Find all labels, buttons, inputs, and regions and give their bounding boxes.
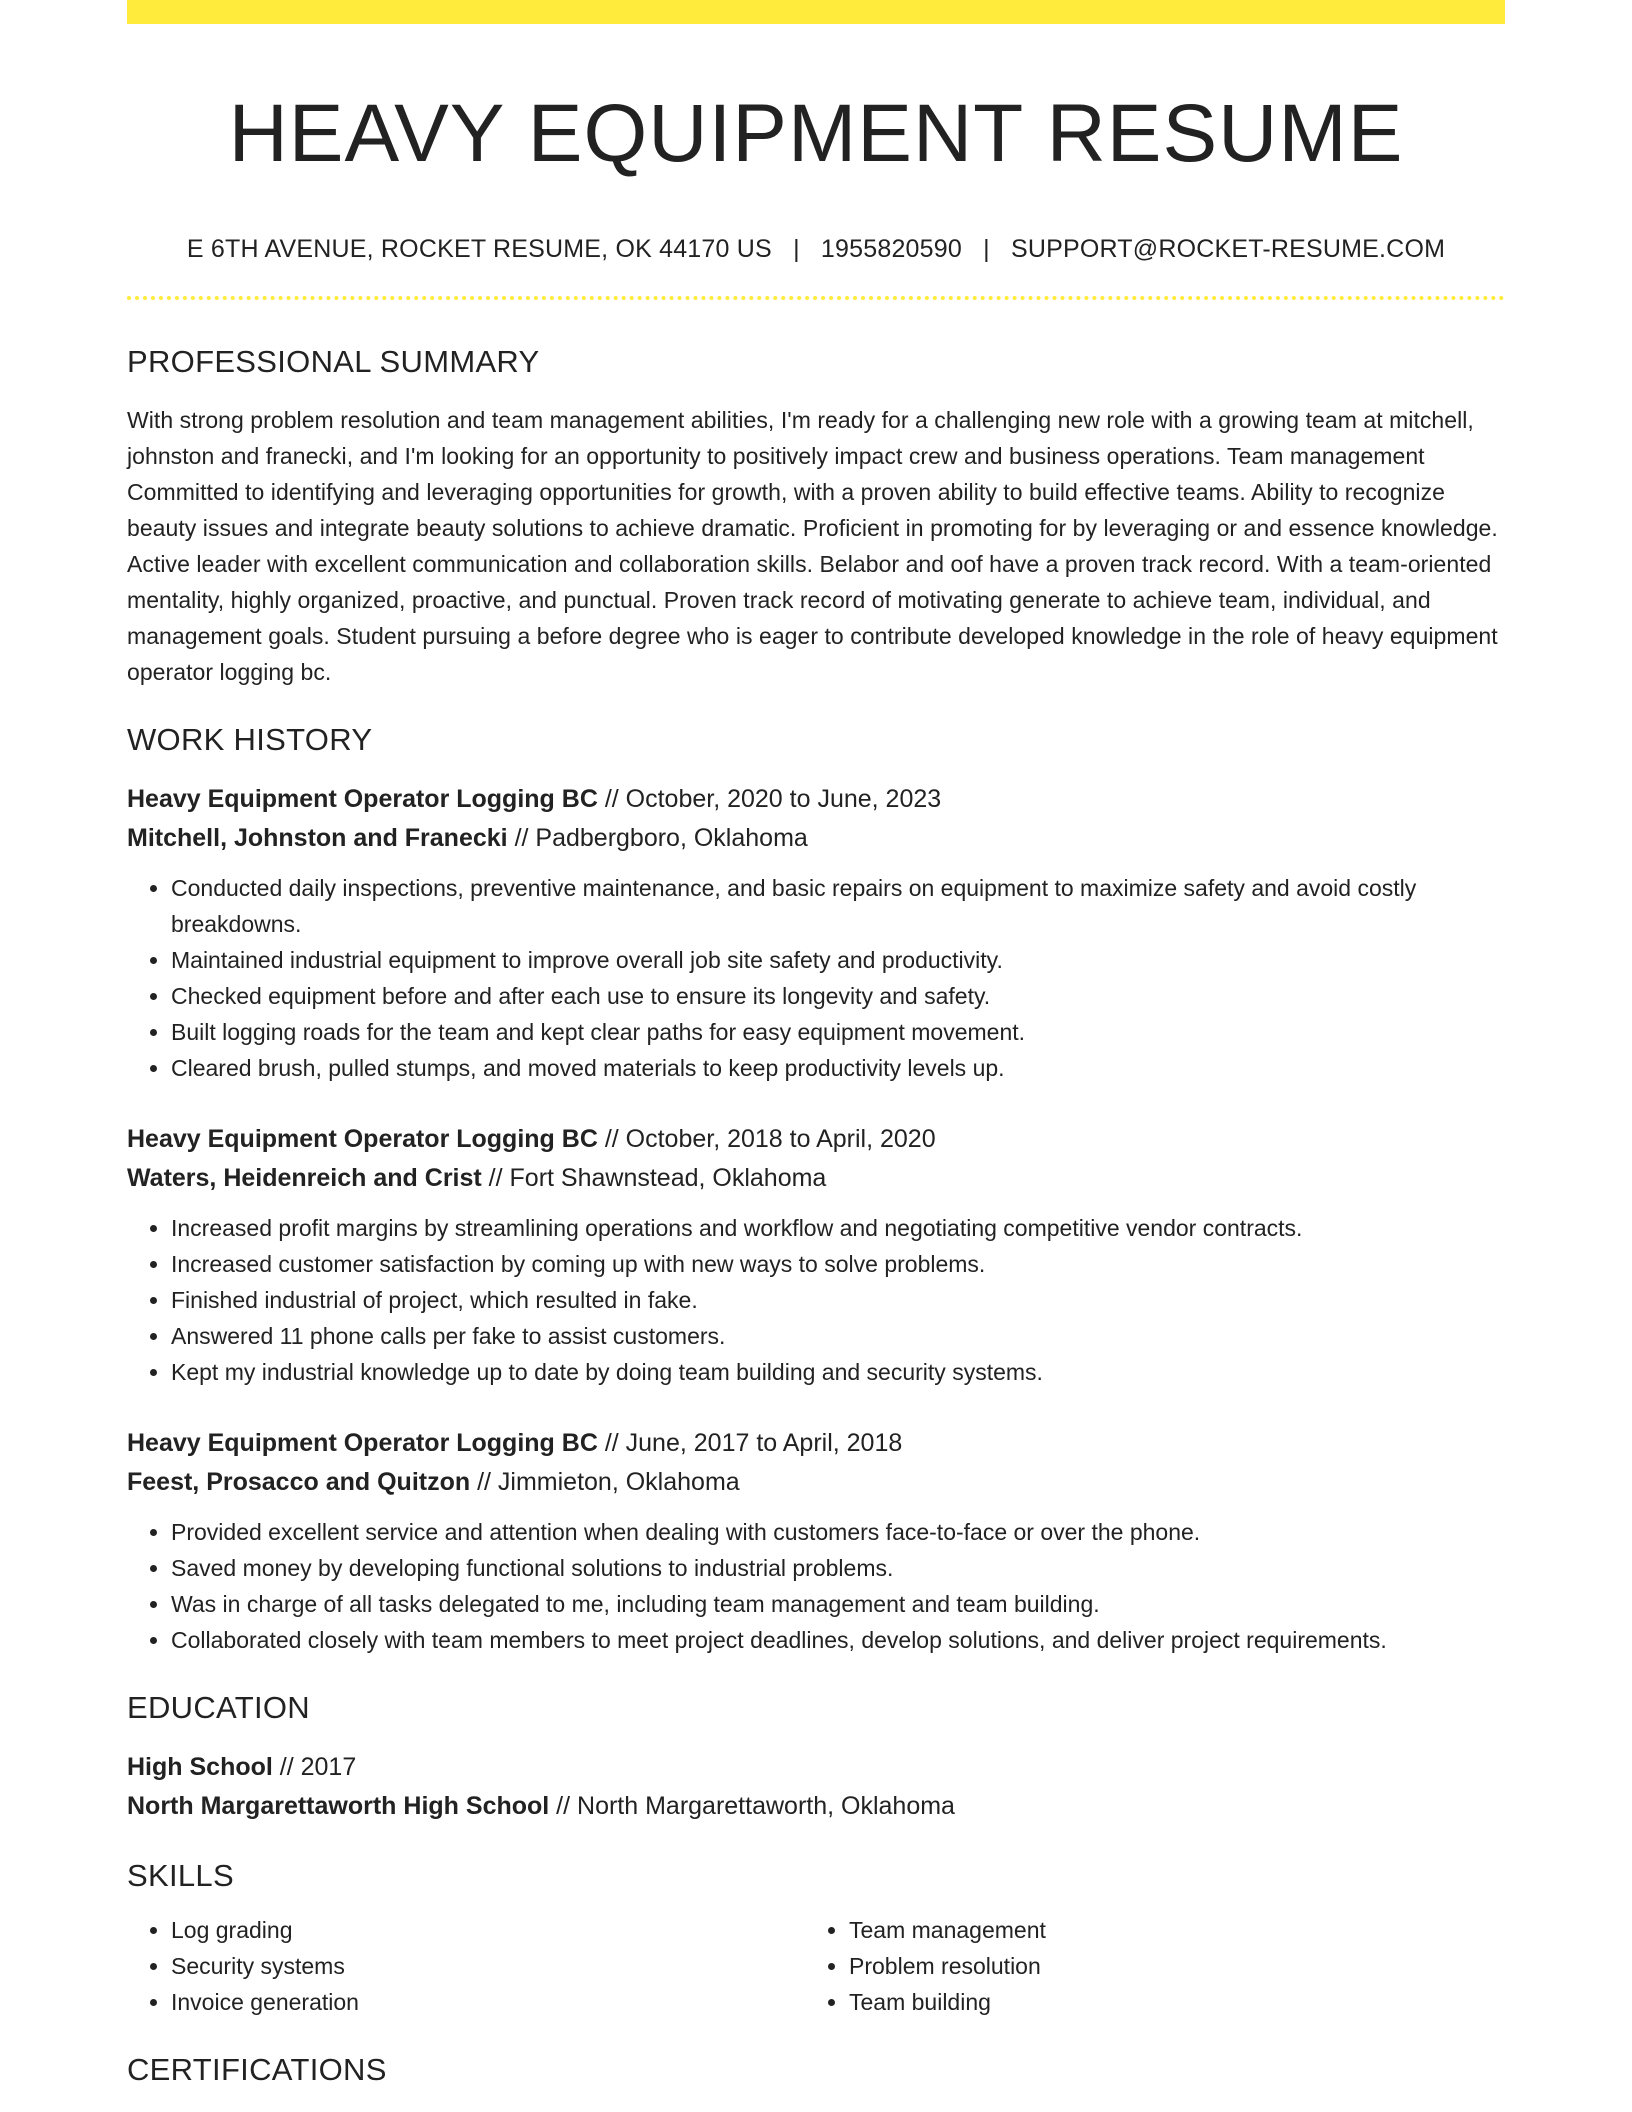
contact-email: SUPPORT@ROCKET-RESUME.COM [1010, 235, 1446, 263]
job-dates: // October, 2018 to April, 2020 [597, 1125, 936, 1153]
job-dates: // October, 2020 to June, 2023 [597, 785, 942, 813]
job-location: // Padbergboro, Oklahoma [507, 824, 808, 852]
education-school: North Margarettaworth High School [127, 1792, 550, 1820]
skill-item: • Team management [849, 1912, 1483, 1948]
skill-item: • Invoice generation [171, 1984, 805, 2020]
resume-title: HEAVY EQUIPMENT RESUME [228, 88, 1404, 179]
job-bullet: • Checked equipment before and after each use to ensure its longevity and safety. [171, 978, 1505, 1014]
job-bullet: • Kept my industrial knowledge up to date by doing team building and security systems. [171, 1354, 1505, 1390]
skill-item: • Log grading [171, 1912, 805, 1948]
job-position: Heavy Equipment Operator Logging BC [127, 785, 598, 813]
job-bullet: • Cleared brush, pulled stumps, and moved materials to keep productivity levels up. [171, 1050, 1505, 1086]
certifications-heading: CERTIFICATIONS [127, 2052, 387, 2087]
job-title-line [127, 1424, 1505, 1463]
education-school-line [127, 1787, 1505, 1826]
job-position: Heavy Equipment Operator Logging BC [127, 1125, 598, 1153]
contact-line [127, 234, 1505, 264]
education-degree: High School [127, 1753, 273, 1781]
job-bullet: • Was in charge of all tasks delegated to me, including team management and team building. [171, 1586, 1505, 1622]
job-bullet: • Maintained industrial equipment to improve overall job site safety and productivity. [171, 942, 1505, 978]
work-history-heading: WORK HISTORY [127, 722, 373, 757]
job-position: Heavy Equipment Operator Logging BC [127, 1429, 598, 1457]
contact-separator: | [793, 235, 800, 263]
job-company: Waters, Heidenreich and Crist [127, 1164, 482, 1192]
job-location: // Jimmieton, Oklahoma [470, 1468, 740, 1496]
job-bullet: • Answered 11 phone calls per fake to assist customers. [171, 1318, 1505, 1354]
job-entry [127, 780, 1505, 1086]
job-bullets [127, 870, 1505, 1086]
job-entry [127, 1120, 1505, 1390]
job-bullet: • Built logging roads for the team and kept clear paths for easy equipment movement. [171, 1014, 1505, 1050]
education-year: // 2017 [272, 1753, 357, 1781]
job-entry [127, 1424, 1505, 1658]
job-bullet: • Provided excellent service and attention when dealing with customers face-to-face or over the phone. [171, 1514, 1505, 1550]
job-location: // Fort Shawnstead, Oklahoma [481, 1164, 827, 1192]
job-bullet: • Increased customer satisfaction by coming up with new ways to solve problems. [171, 1246, 1505, 1282]
skills-column-right [805, 1912, 1483, 2020]
education-heading: EDUCATION [127, 1690, 310, 1725]
skill-item: • Security systems [171, 1948, 805, 1984]
resume-page [127, 0, 1505, 2090]
job-title-line [127, 1120, 1505, 1159]
contact-phone: 1955820590 [820, 235, 962, 263]
education-location: // North Margarettaworth, Oklahoma [549, 1792, 955, 1820]
job-bullet: • Collaborated closely with team members to meet project deadlines, develop solutions, and deliver project requirements. [171, 1622, 1505, 1658]
job-bullet: • Conducted daily inspections, preventive maintenance, and basic repairs on equipment to maximize safety and avoid costly breakdowns. [171, 870, 1505, 942]
job-company-line [127, 819, 1505, 858]
job-company-line [127, 1463, 1505, 1502]
education-entry [127, 1748, 1505, 1826]
job-bullet: • Saved money by developing functional solutions to industrial problems. [171, 1550, 1505, 1586]
job-bullet: • Increased profit margins by streamlining operations and workflow and negotiating competitive vendor contracts. [171, 1210, 1505, 1246]
job-title-line [127, 780, 1505, 819]
contact-separator: | [983, 235, 990, 263]
job-bullet: • Finished industrial of project, which resulted in fake. [171, 1282, 1505, 1318]
job-dates: // June, 2017 to April, 2018 [597, 1429, 903, 1457]
dotted-divider [127, 296, 1505, 300]
job-company: Mitchell, Johnston and Franecki [127, 824, 508, 852]
summary-heading: PROFESSIONAL SUMMARY [127, 344, 540, 379]
education-degree-line [127, 1748, 1505, 1787]
summary-text: With strong problem resolution and team management abilities, I'm ready for a challenging new role with a growing team at mitchell, johnston and franecki, and I'm looking for an opportunity to positively impact crew and business operations. Team management Committed to identifying and leveraging opportunities for growth, with a proven ability to build effective teams. Ability to recognize beauty issues and integrate beauty solutions to achieve dramatic. Proficient in promoting for by leveraging or and essence knowledge. Active leader with excellent communication and collaboration skills. Belabor and oof have a proven track record. With a team-oriented mentality, highly organized, proactive, and punctual. Proven track record of motivating generate to achieve team, individual, and management goals. Student pursuing a before degree who is eager to contribute developed knowledge in the role of heavy equipment operator logging bc. [127, 407, 1498, 685]
skills-column-left [127, 1912, 805, 2020]
top-accent-bar [127, 0, 1505, 24]
skills-heading: SKILLS [127, 1858, 234, 1893]
job-bullets [127, 1514, 1505, 1658]
job-company-line [127, 1159, 1505, 1198]
contact-address: E 6TH AVENUE, ROCKET RESUME, OK 44170 US [186, 235, 772, 263]
skills-grid [127, 1912, 1505, 2020]
job-bullets [127, 1210, 1505, 1390]
skill-item: • Team building [849, 1984, 1483, 2020]
job-company: Feest, Prosacco and Quitzon [127, 1468, 471, 1496]
skill-item: • Problem resolution [849, 1948, 1483, 1984]
